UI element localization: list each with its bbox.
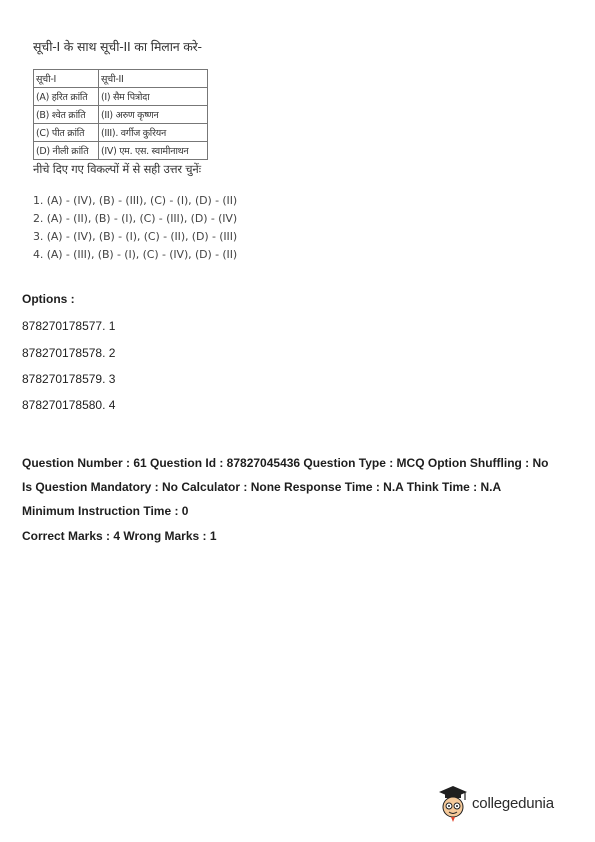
table-row	[34, 70, 208, 88]
answer-choice: 2. (A) - (II), (B) - (I), (C) - (III), (D) - (IV)	[33, 212, 238, 225]
collegedunia-logo[interactable]	[436, 783, 554, 823]
table-cell: (B) श्वेत क्रांति	[34, 106, 99, 124]
answer-choice: 1. (A) - (IV), (B) - (III), (C) - (I), (D) - (II)	[33, 194, 238, 207]
table-cell: (II) अरुण कृष्णन	[99, 106, 208, 124]
table-cell: (C) पीत क्रांति	[34, 124, 99, 142]
question-meta-line: Minimum Instruction Time : 0	[22, 504, 189, 518]
option-item: 878270178577. 1	[22, 319, 116, 333]
table-row	[34, 142, 208, 160]
table-row	[34, 124, 208, 142]
option-item: 878270178578. 2	[22, 346, 116, 360]
answer-choice: 4. (A) - (III), (B) - (I), (C) - (IV), (D) - (II)	[33, 248, 238, 261]
logo-text: collegedunia	[472, 794, 554, 812]
question-instruction: नीचे दिए गए विकल्पों में से सही उत्तर चुनेंः	[33, 162, 201, 176]
options-heading: Options :	[22, 292, 75, 306]
match-table	[33, 69, 208, 160]
option-item: 878270178579. 3	[22, 372, 116, 386]
table-row	[34, 106, 208, 124]
table-cell: (IV) एम. एस. स्वामीनाथन	[99, 142, 208, 160]
table-cell: (D) नीली क्रांति	[34, 142, 99, 160]
table-cell: (I) सैम पित्रोदा	[99, 88, 208, 106]
table-cell: (A) हरित क्रांति	[34, 88, 99, 106]
marks-line: Correct Marks : 4 Wrong Marks : 1	[22, 529, 217, 543]
table-header-list1: सूची-I	[34, 70, 99, 88]
question-intro: सूची-I के साथ सूची-II का मिलान करे-	[33, 39, 202, 54]
answer-choice: 3. (A) - (IV), (B) - (I), (C) - (II), (D) - (III)	[33, 230, 238, 243]
graduate-mascot-icon	[436, 783, 470, 823]
question-meta-line: Question Number : 61 Question Id : 87827045436 Question Type : MCQ Option Shuffling : No	[22, 456, 549, 470]
table-cell: (III). वर्गीज कुरियन	[99, 124, 208, 142]
option-item: 878270178580. 4	[22, 398, 116, 412]
table-row	[34, 88, 208, 106]
question-meta-line: Is Question Mandatory : No Calculator : None Response Time : N.A Think Time : N.A	[22, 480, 502, 494]
answer-choices	[33, 193, 237, 265]
table-header-list2: सूची-II	[99, 70, 208, 88]
